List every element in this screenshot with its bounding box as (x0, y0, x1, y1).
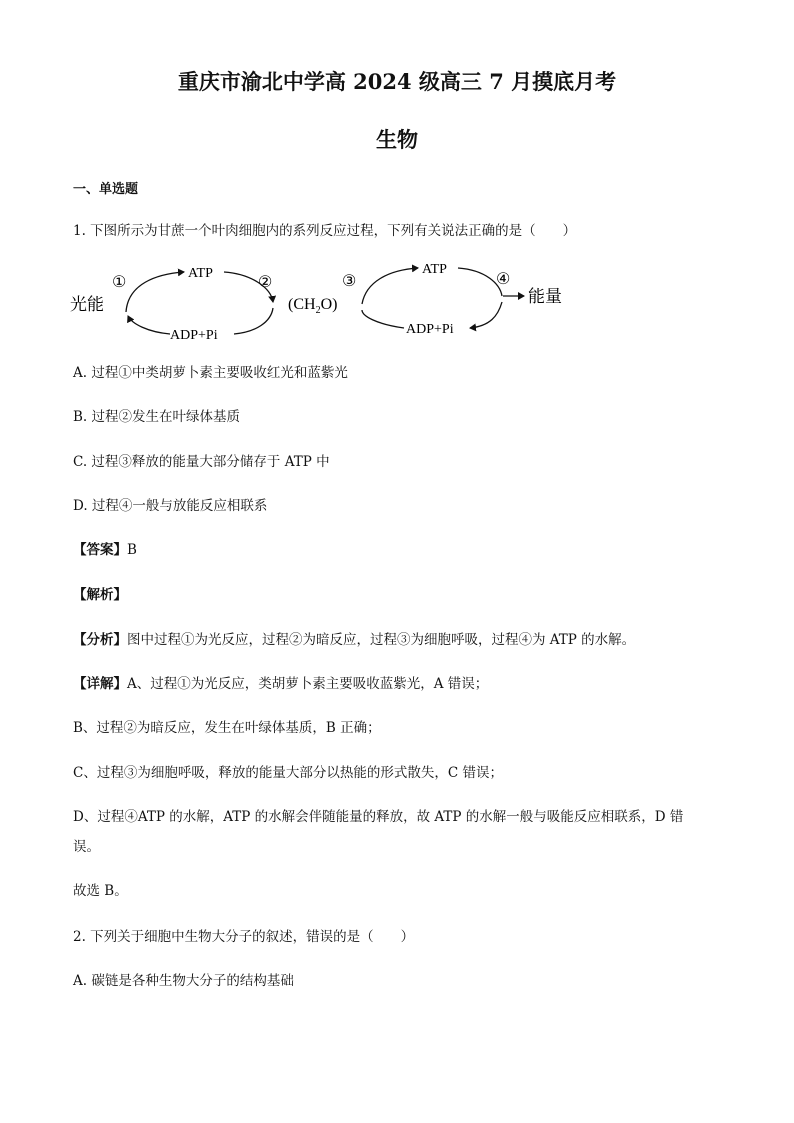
q1-option-b: B. 过程②发生在叶绿体基质 (73, 409, 241, 425)
arrow-light-to-atp (126, 272, 184, 312)
q1-option-a: A. 过程①中类胡萝卜素主要吸收红光和蓝紫光 (73, 365, 348, 381)
adp-left-label: ADP+Pi (170, 328, 218, 343)
q1-detail-c: C、过程③为细胞呼吸，释放的能量大部分以热能的形式散失，C 错误； (73, 765, 503, 781)
answer-label: 【答案】 (73, 542, 127, 558)
q1-conclusion: 故选 B。 (73, 883, 128, 899)
q1-detail-b: B、过程②为暗反应，发生在叶绿体基质，B 正确； (73, 720, 381, 736)
q1-detail-a (73, 675, 488, 693)
ch2o-label: $(CH_2O)$ (288, 296, 338, 316)
step-2-label: ② (258, 274, 273, 291)
step-1-label: ① (112, 274, 127, 291)
q2-stem: 2. 下列关于细胞中生物大分子的叙述，错误的是（ ） (73, 929, 415, 945)
step-4-label: ④ (496, 271, 511, 288)
energy-label: 能量 (528, 287, 562, 306)
detail-label: 【详解】 (73, 676, 127, 692)
arrow-ch2o-to-atp (362, 268, 418, 304)
arrow-energy-to-adp (470, 302, 502, 328)
q1-detail-d-line2: 误。 (73, 839, 100, 855)
q1-detail-d-line1: D、过程④ATP 的水解，ATP 的水解会伴随能量的释放，故 ATP 的水解一般与吸能反应相联系，D 错 (73, 809, 684, 825)
subject-title: 生物 (376, 127, 418, 152)
q1-stem: 1. 下图所示为甘蔗一个叶肉细胞内的系列反应过程，下列有关说法正确的是（ ） (73, 223, 577, 239)
arrow-ch2o-to-adp (234, 308, 273, 334)
q1-fenxi (73, 631, 635, 649)
step-3-label: ③ (342, 273, 357, 290)
q1-option-c: C. 过程③释放的能量大部分储存于 ATP 中 (73, 454, 330, 470)
answer-value: B (127, 542, 137, 558)
analysis-label: 【解析】 (73, 587, 127, 603)
q2-option-a: A. 碳链是各种生物大分子的结构基础 (73, 973, 294, 989)
detail-a-text: A、过程①为光反应，类胡萝卜素主要吸收蓝紫光，A 错误； (127, 676, 489, 692)
adp-right-label: ADP+Pi (406, 322, 454, 337)
q1-answer (73, 541, 137, 559)
atp-right-label: ATP (422, 262, 447, 277)
light-energy-label: 光能 (70, 295, 104, 314)
section-heading: 一、单选题 (73, 182, 139, 197)
reaction-diagram (66, 252, 586, 344)
atp-left-label: ATP (188, 266, 213, 281)
fenxi-label: 【分析】 (73, 632, 127, 648)
arrow-adp-to-light (128, 316, 170, 334)
arrow-adp-to-ch2o (362, 310, 404, 328)
fenxi-text: 图中过程①为光反应，过程②为暗反应，过程③为细胞呼吸，过程④为 ATP 的水解。 (127, 632, 636, 648)
q1-option-d: D. 过程④一般与放能反应相联系 (73, 498, 268, 514)
page-title: 重庆市渝北中学高 2024 级高三 7 月摸底月考 (177, 69, 617, 94)
